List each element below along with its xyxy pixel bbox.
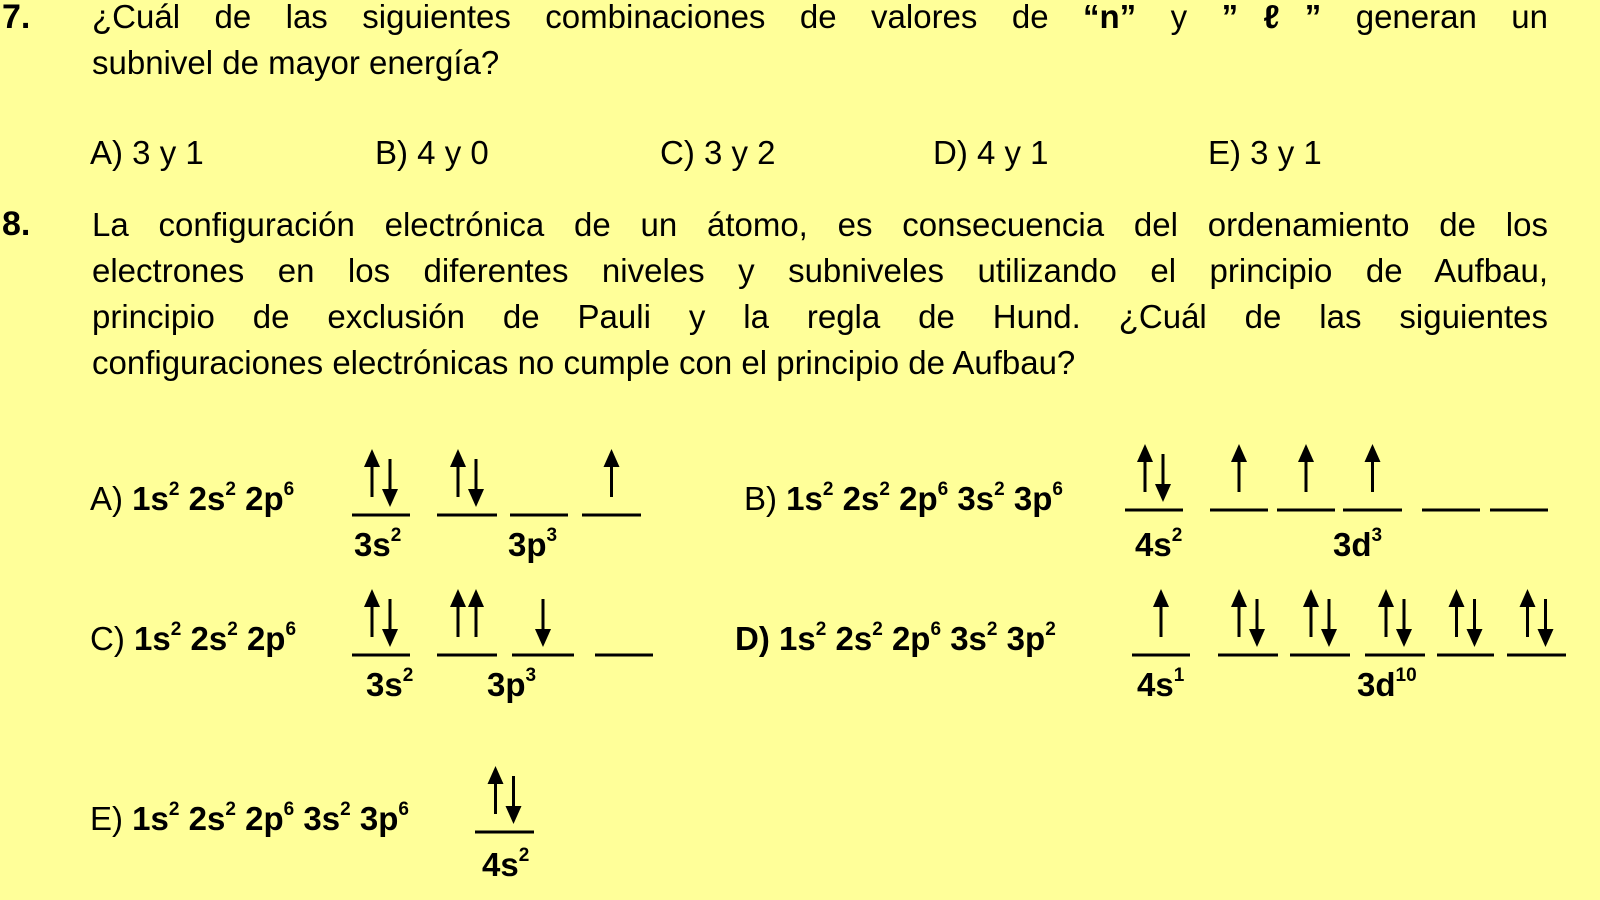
term: $3s^2$: [950, 619, 998, 657]
term: $2p^6$: [245, 799, 295, 837]
option-label: B): [744, 480, 777, 517]
question-8-line-2: electrones en los diferentes niveles y subniveles utilizando el principio de Aufbau,: [92, 252, 1548, 289]
orbital-label: $3s^2$: [354, 525, 402, 563]
n-symbol: “n”: [1083, 0, 1137, 35]
term: $3s^2$: [957, 479, 1005, 517]
spin-down-arrow-icon: [1538, 629, 1554, 647]
spin-down-arrow-icon: [1321, 629, 1337, 647]
orbital-label: $4s^1$: [1137, 665, 1185, 703]
question-8-line-1: La configuración electrónica de un átomo, es consecuencia del ordenamiento de los: [92, 206, 1548, 243]
spin-up-arrow-icon: [1520, 589, 1536, 607]
spin-up-arrow-icon: [1378, 589, 1394, 607]
term: $2s^2$: [842, 479, 890, 517]
question-7-text-b: y: [1136, 0, 1222, 35]
spin-up-arrow-icon: [1231, 589, 1247, 607]
orbital-label: $3p^3$: [508, 525, 558, 563]
spin-down-arrow-icon: [1467, 629, 1483, 647]
orbital-label: $3d^{10}$: [1357, 665, 1417, 703]
spin-down-arrow-icon: [1249, 629, 1265, 647]
term: $1s^2$: [779, 619, 827, 657]
spin-up-arrow-icon: [468, 589, 484, 607]
term: $1s^2$: [134, 619, 182, 657]
spin-up-arrow-icon: [488, 766, 504, 784]
spin-up-arrow-icon: [450, 449, 466, 467]
option-label: C): [90, 620, 125, 657]
spin-up-arrow-icon: [364, 589, 380, 607]
term: $3s^2$: [303, 799, 351, 837]
q7-option-e[interactable]: E) 3 y 1: [1208, 134, 1322, 171]
term: $2s^2$: [188, 799, 236, 837]
orbital-label: $4s^2$: [482, 845, 530, 883]
term: $2p^6$: [899, 479, 949, 517]
q7-option-b[interactable]: B) 4 y 0: [375, 134, 489, 171]
q7-option-a[interactable]: A) 3 y 1: [90, 134, 204, 171]
spin-up-arrow-icon: [1137, 444, 1153, 462]
option-label: E): [90, 800, 123, 837]
term: $2s^2$: [188, 479, 236, 517]
spin-up-arrow-icon: [450, 589, 466, 607]
term: $1s^2$: [132, 799, 180, 837]
spin-up-arrow-icon: [1449, 589, 1465, 607]
question-8-number: 8.: [2, 205, 31, 243]
option-label: A): [90, 480, 123, 517]
spin-up-arrow-icon: [1231, 444, 1247, 462]
spin-down-arrow-icon: [1396, 629, 1412, 647]
question-8-line-4: configuraciones electrónicas no cumple con el principio de Aufbau?: [92, 344, 1076, 381]
spin-up-arrow-icon: [364, 449, 380, 467]
question-8-line-3: principio de exclusión de Pauli y la regla de Hund. ¿Cuál de las siguientes: [92, 298, 1548, 335]
spin-up-arrow-icon: [1365, 444, 1381, 462]
spin-up-arrow-icon: [1298, 444, 1314, 462]
spin-up-arrow-icon: [1303, 589, 1319, 607]
term: $2p^6$: [246, 619, 297, 657]
term: $2p^6$: [245, 479, 295, 517]
term: $1s^2$: [786, 479, 834, 517]
spin-down-arrow-icon: [382, 489, 398, 507]
term: $3p^6$: [359, 799, 409, 837]
question-7-number: 7.: [2, 0, 31, 36]
option-label: D): [735, 620, 770, 657]
term: $2p^6$: [891, 619, 942, 657]
question-7-line-2: subnivel de mayor energía?: [92, 44, 500, 81]
term: $1s^2$: [132, 479, 180, 517]
spin-down-arrow-icon: [382, 629, 398, 647]
question-7-text-a: ¿Cuál de las siguientes combinaciones de valores de: [92, 0, 1084, 35]
question-7-text-c: generan un: [1321, 0, 1548, 35]
q7-option-c[interactable]: C) 3 y 2: [660, 134, 776, 171]
q7-option-d[interactable]: D) 4 y 1: [933, 134, 1049, 171]
orbital-label: $4s^2$: [1135, 525, 1183, 563]
orbital-label: $3s^2$: [366, 665, 414, 703]
spin-up-arrow-icon: [1153, 589, 1169, 607]
spin-up-arrow-icon: [604, 449, 620, 467]
term: $2s^2$: [190, 619, 238, 657]
spin-down-arrow-icon: [535, 629, 551, 647]
orbital-label: $3d^3$: [1333, 525, 1383, 563]
spin-down-arrow-icon: [506, 806, 522, 824]
spin-down-arrow-icon: [1155, 484, 1171, 502]
term: $3p^6$: [1013, 479, 1063, 517]
l-symbol: ”ℓ”: [1221, 0, 1322, 35]
spin-down-arrow-icon: [468, 489, 484, 507]
orbital-label: $3p^3$: [487, 665, 537, 703]
term: $2s^2$: [835, 619, 883, 657]
term: $3p^2$: [1006, 619, 1056, 657]
